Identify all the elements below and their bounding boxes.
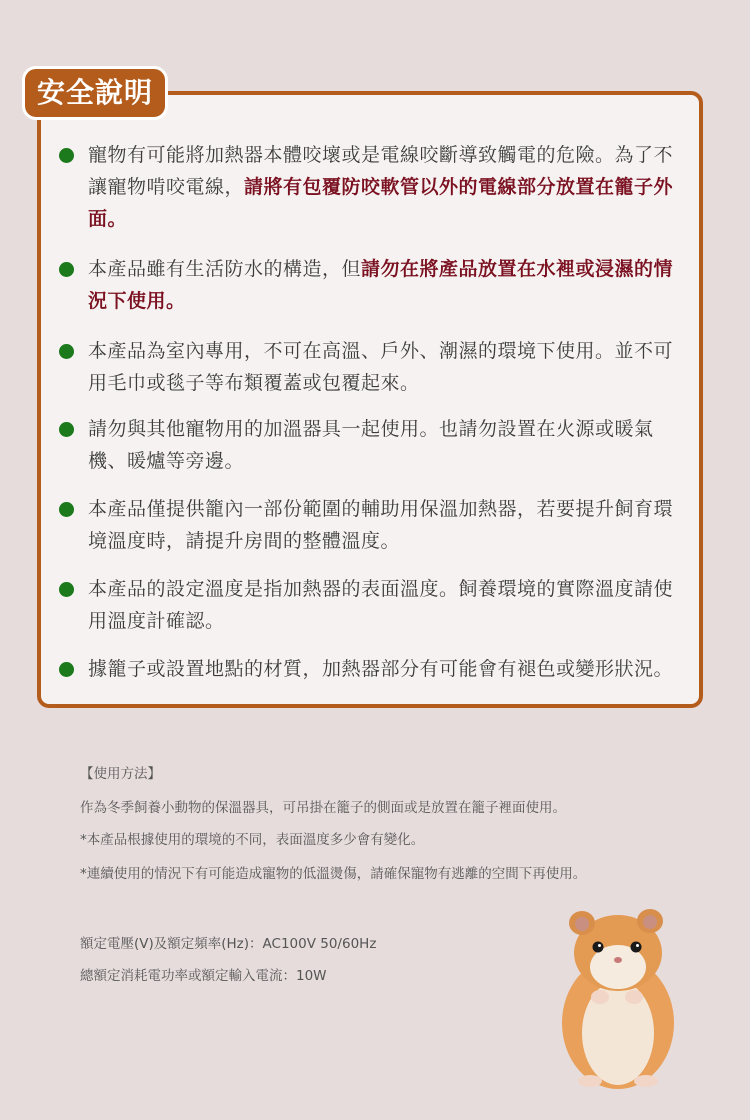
safety-item-6: 本產品的設定溫度是指加熱器的表面溫度。飼養環境的實際溫度請使用溫度計確認。 <box>59 573 679 637</box>
safety-warning-emphasis: 請勿在將產品放置在水裡或浸濕的情況下使用。 <box>88 258 674 312</box>
spec-voltage: 額定電壓(V)及額定頻率(Hz)：AC100V 50/60Hz <box>80 936 377 952</box>
usage-title: 【使用方法】 <box>80 766 161 782</box>
safety-panel <box>37 91 703 708</box>
safety-item-4: 請勿與其他寵物用的加溫器具一起使用。也請勿設置在火源或暖氣機、暖爐等旁邊。 <box>59 413 679 477</box>
usage-line: *本產品根據使用的環境的不同，表面溫度多少會有變化。 <box>80 832 425 848</box>
bullet-icon <box>59 148 74 163</box>
bullet-icon <box>59 502 74 517</box>
usage-line: *連續使用的情況下有可能造成寵物的低溫燙傷，請確保寵物有逃離的空間下再使用。 <box>80 866 587 882</box>
bullet-icon <box>59 262 74 277</box>
spec-power: 總額定消耗電功率或額定輸入電流：10W <box>80 968 327 984</box>
safety-item-5: 本產品僅提供籠內一部份範圍的輔助用保溫加熱器，若要提升飼育環境溫度時，請提升房間的整體溫度。 <box>59 493 679 557</box>
safety-title: 安全說明 <box>22 66 168 120</box>
usage-line: 作為冬季飼養小動物的保溫器具，可吊掛在籠子的側面或是放置在籠子裡面使用。 <box>80 800 566 816</box>
safety-item-2: 本產品雖有生活防水的構造，但請勿在將產品放置在水裡或浸濕的情況下使用。 <box>59 253 679 317</box>
safety-item-1: 寵物有可能將加熱器本體咬壞或是電線咬斷導致觸電的危險。為了不讓寵物啃咬電線，請將有包覆防咬軟管以外的電線部分放置在籠子外面。 <box>59 139 679 235</box>
bullet-icon <box>59 344 74 359</box>
safety-item-3: 本產品為室內專用，不可在高溫、戶外、潮濕的環境下使用。並不可用毛巾或毯子等布類覆蓋或包覆起來。 <box>59 335 679 399</box>
safety-item-7: 據籠子或設置地點的材質，加熱器部分有可能會有褪色或變形狀況。 <box>59 653 699 685</box>
bullet-icon <box>59 662 74 677</box>
bullet-icon <box>59 422 74 437</box>
safety-warning-emphasis: 請將有包覆防咬軟管以外的電線部分放置在籠子外面。 <box>88 176 674 230</box>
bullet-icon <box>59 582 74 597</box>
hamster-image <box>548 905 688 1090</box>
